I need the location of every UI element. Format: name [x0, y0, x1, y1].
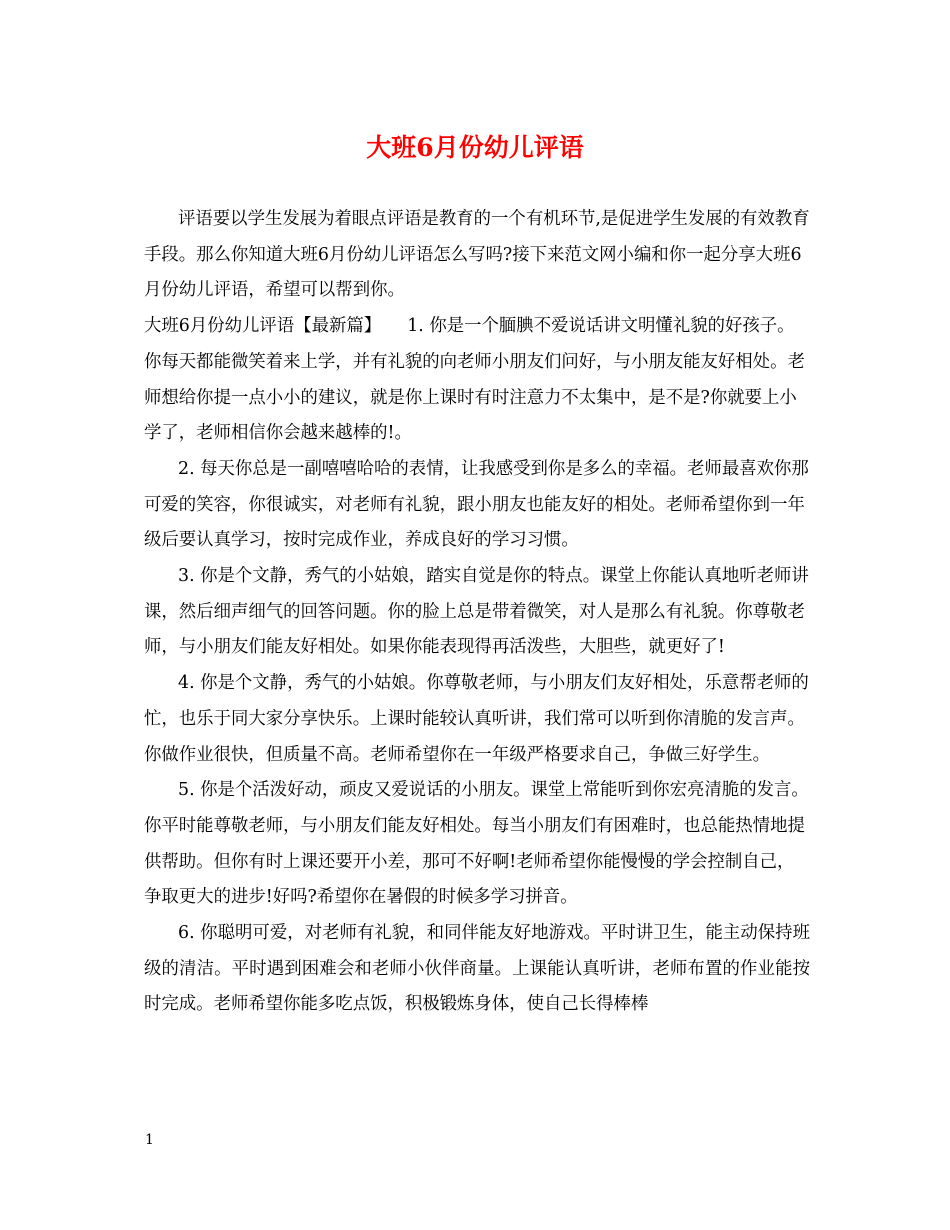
comment-paragraph-5: 5. 你是个活泼好动，顽皮又爱说话的小朋友。课堂上常能听到你宏亮清脆的发言。你平时能尊敬老师，与小朋友们能友好相处。每当小朋友们有困难时，也总能热情地提供帮助。但你有时上课还要开小差，那可不好啊!老师希望你能慢慢的学会控制自己，争取更大的进步!好吗?希望你在暑假的时候多学习拼音。 [144, 780, 809, 908]
comment-paragraph-1: 大班6月份幼儿评语【最新篇】 1. 你是一个腼腆不爱说话讲文明懂礼貌的好孩子。你每天都能微笑着来上学，并有礼貌的向老师小朋友们问好，与小朋友能友好相处。老师想给你提一点小小的建议，就是你上课时有时注意力不太集中，是不是?你就要上小学了，老师相信你会越来越棒的!。 [144, 316, 805, 444]
comment-paragraph-2: 2. 每天你总是一副嘻嘻哈哈的表情，让我感受到你是多么的幸福。老师最喜欢你那可爱的笑容，你很诚实，对老师有礼貌，跟小朋友也能友好的相处。老师希望你到一年级后要认真学习，按时完成作业，养成良好的学习习惯。 [144, 458, 809, 551]
comment-paragraph-3: 3. 你是个文静，秀气的小姑娘，踏实自觉是你的特点。课堂上你能认真地听老师讲课，然后细声细气的回答问题。你的脸上总是带着微笑，对人是那么有礼貌。你尊敬老师，与小朋友们能友好相处。如果你能表现得再活泼些，大胆些，就更好了! [144, 566, 809, 658]
intro-paragraph: 评语要以学生发展为着眼点评语是教育的一个有机环节,是促进学生发展的有效教育手段。那么你知道大班6月份幼儿评语怎么写吗?接下来范文网小编和你一起分享大班6月份幼儿评语，希望可以帮到你。 [144, 209, 810, 301]
document-body [144, 202, 810, 1023]
comment-paragraph-6: 6. 你聪明可爱，对老师有礼貌，和同伴能友好地游戏。平时讲卫生，能主动保持班级的清洁。平时遇到困难会和老师小伙伴商量。上课能认真听讲，老师布置的作业能按时完成。老师希望你能多吃点饭，积极锻炼身体，使自己长得棒棒 [144, 923, 810, 1015]
comment-paragraph-4: 4. 你是个文静，秀气的小姑娘。你尊敬老师，与小朋友们友好相处，乐意帮老师的忙，也乐于同大家分享快乐。上课时能较认真听讲，我们常可以听到你清脆的发言声。你做作业很快，但质量不高。老师希望你在一年级严格要求自己，争做三好学生。 [144, 673, 809, 765]
page-number: 1 [145, 1132, 154, 1148]
document-title: 大班6月份幼儿评语 [366, 133, 584, 162]
